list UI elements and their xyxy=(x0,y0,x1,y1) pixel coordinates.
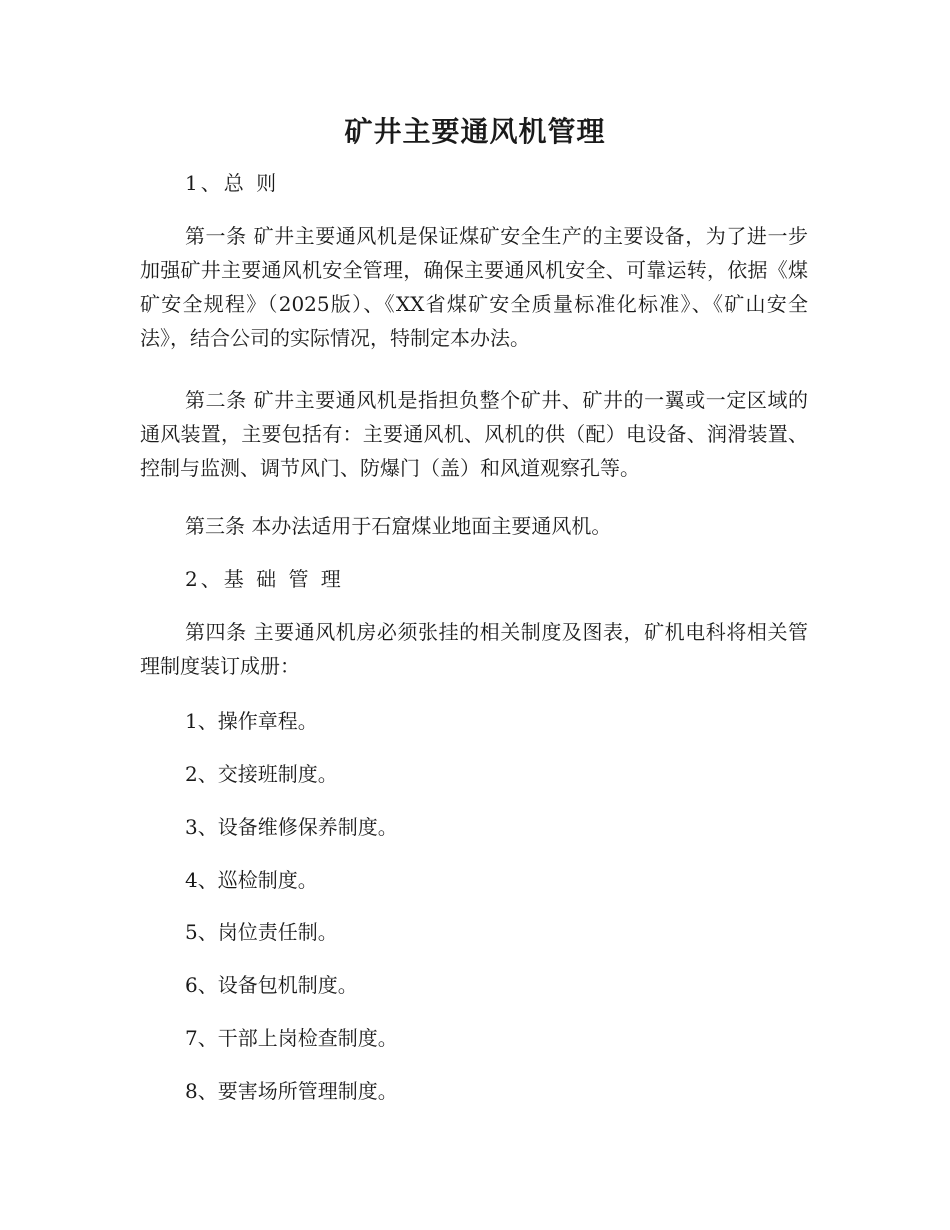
list-item: 3、设备维修保养制度。 xyxy=(185,815,398,839)
list-item: 7、干部上岗检查制度。 xyxy=(185,1026,398,1050)
list-item: 5、岗位责任制。 xyxy=(185,920,338,944)
list-item: 6、设备包机制度。 xyxy=(185,973,358,997)
list-item: 2、交接班制度。 xyxy=(185,762,338,786)
article-2: 第二条 矿井主要通风机是指担负整个矿井、矿井的一翼或一定区域的通风装置，主要包括有：主要通风机、风机的供（配）电设备、润滑装置、控制与监测、调节风门、防爆门（盖）和风道观察孔等。 xyxy=(140,388,808,480)
article-4: 第四条 主要通风机房必须张挂的相关制度及图表，矿机电科将相关管理制度装订成册： xyxy=(140,620,808,678)
section-heading-basic-management: 2、基 础 管 理 xyxy=(185,567,344,591)
article-1: 第一条 矿井主要通风机是保证煤矿安全生产的主要设备，为了进一步加强矿井主要通风机安全管理，确保主要通风机安全、可靠运转，依据《煤矿安全规程》（2025版）、《XX省煤矿安全质量标准化标准》、《矿山安全法》，结合公司的实际情况，特制定本办法。 xyxy=(140,224,808,350)
document-title: 矿井主要通风机管理 xyxy=(344,115,606,148)
list-item: 1、操作章程。 xyxy=(185,709,318,733)
list-item: 4、巡检制度。 xyxy=(185,868,318,892)
list-item: 8、要害场所管理制度。 xyxy=(185,1079,398,1103)
section-heading-general: 1、总 则 xyxy=(185,171,280,195)
article-3: 第三条 本办法适用于石窟煤业地面主要通风机。 xyxy=(185,514,612,538)
